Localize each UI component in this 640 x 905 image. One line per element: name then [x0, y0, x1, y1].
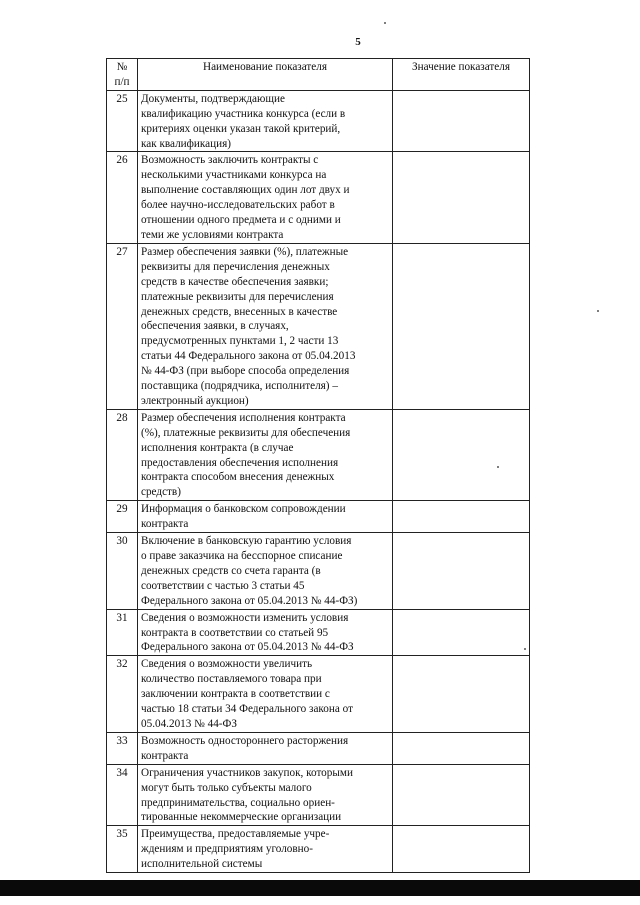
- row-number: 27: [107, 243, 138, 409]
- page-number: 5: [355, 36, 361, 48]
- scan-border-bar: [0, 880, 640, 896]
- row-name: Документы, подтверждающие квалификацию участника конкурса (если в критериях оценки указан такой критерий, как квалификация): [138, 90, 393, 152]
- row-name: Ограничения участников закупок, которыми могут быть только субъекты малого предпринимательства, социально ориен- тированные некоммерческие организации: [138, 764, 393, 826]
- row-value: [393, 409, 530, 500]
- row-name: Информация о банковском сопровождении контракта: [138, 501, 393, 533]
- row-value: [393, 609, 530, 656]
- row-number: 26: [107, 152, 138, 243]
- row-number: 29: [107, 501, 138, 533]
- table-row: [107, 826, 530, 873]
- scan-speck: [524, 648, 526, 650]
- table-row: [107, 732, 530, 764]
- row-number: 30: [107, 533, 138, 610]
- scan-speck: [497, 466, 499, 468]
- row-value: [393, 501, 530, 533]
- row-value: [393, 152, 530, 243]
- scan-speck: [384, 22, 386, 24]
- header-value: Значение показателя: [393, 59, 530, 91]
- row-number: 35: [107, 826, 138, 873]
- row-name: Преимущества, предоставляемые учре- ждениям и предприятиям уголовно- исполнительной системы: [138, 826, 393, 873]
- row-value: [393, 533, 530, 610]
- row-value: [393, 764, 530, 826]
- row-number: 32: [107, 656, 138, 733]
- table-row: [107, 90, 530, 152]
- row-name: Размер обеспечения заявки (%), платежные реквизиты для перечисления денежных средств в качестве обеспечения заявки; платежные реквизиты для перечисления денежных средств, внесенных в качестве обеспечения заявки, в случаях, предусмотренных пунктами 1, 2 части 13 статьи 44 Федерального закона от 05.04.2013 № 44-ФЗ (при выборе способа определения поставщика (подрядчика, исполнителя) – электронный аукцион): [138, 243, 393, 409]
- row-number: 25: [107, 90, 138, 152]
- row-number: 28: [107, 409, 138, 500]
- row-value: [393, 656, 530, 733]
- scan-speck: [597, 310, 599, 312]
- header-name: Наименование показателя: [138, 59, 393, 91]
- table-row: [107, 409, 530, 500]
- table-row: [107, 764, 530, 826]
- row-value: [393, 826, 530, 873]
- row-name: Возможность одностороннего расторжения контракта: [138, 732, 393, 764]
- table-row: [107, 656, 530, 733]
- table-row: [107, 152, 530, 243]
- row-name: Возможность заключить контракты с несколькими участниками конкурса на выполнение составляющих один лот двух и более научно-исследовательских работ в отношении одного предмета и с одними и теми же условиями контракта: [138, 152, 393, 243]
- row-value: [393, 90, 530, 152]
- row-number: 34: [107, 764, 138, 826]
- table-row: [107, 533, 530, 610]
- table-header-row: [107, 59, 530, 91]
- table-row: [107, 609, 530, 656]
- table-row: [107, 243, 530, 409]
- row-name: Включение в банковскую гарантию условия о праве заказчика на бесспорное списание денежных средств со счета гаранта (в соответствии с частью 3 статьи 45 Федерального закона от 05.04.2013 № 44-ФЗ): [138, 533, 393, 610]
- indicators-table: [106, 58, 530, 873]
- row-name: Размер обеспечения исполнения контракта (%), платежные реквизиты для обеспечения исполнения контракта (в случае предоставления обеспечения исполнения контракта способом внесения денежных средств): [138, 409, 393, 500]
- row-name: Сведения о возможности изменить условия контракта в соответствии со статьей 95 Федерального закона от 05.04.2013 № 44-ФЗ: [138, 609, 393, 656]
- row-name: Сведения о возможности увеличить количество поставляемого товара при заключении контракта в соответствии с частью 18 статьи 34 Федерального закона от 05.04.2013 № 44-ФЗ: [138, 656, 393, 733]
- table-row: [107, 501, 530, 533]
- row-number: 33: [107, 732, 138, 764]
- header-number: № п/п: [107, 59, 138, 91]
- row-value: [393, 732, 530, 764]
- row-number: 31: [107, 609, 138, 656]
- row-value: [393, 243, 530, 409]
